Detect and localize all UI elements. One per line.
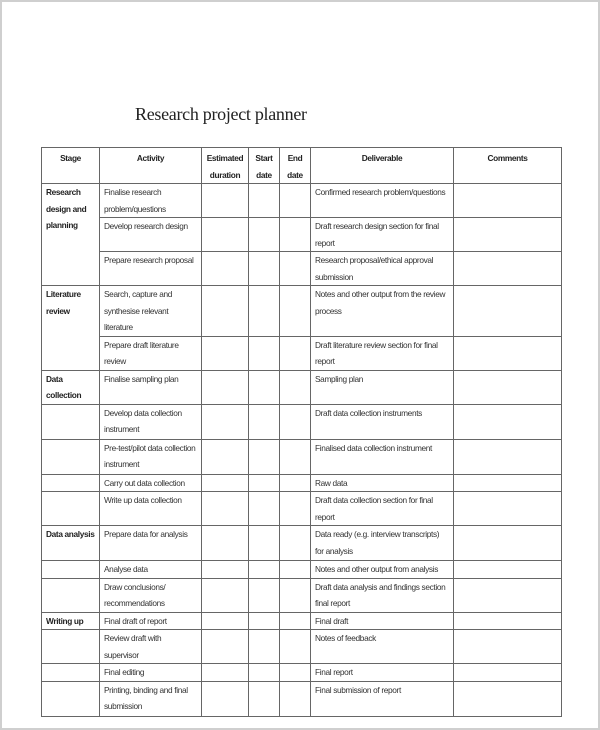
start-date-cell[interactable] bbox=[249, 630, 280, 664]
comments-cell[interactable] bbox=[454, 439, 562, 474]
table-row bbox=[42, 336, 562, 370]
start-date-cell[interactable] bbox=[249, 370, 280, 404]
comments-cell[interactable] bbox=[454, 578, 562, 612]
stage-cell bbox=[42, 474, 100, 492]
end-date-cell[interactable] bbox=[280, 630, 311, 664]
table-row bbox=[42, 561, 562, 579]
estimated-duration-cell[interactable] bbox=[202, 578, 249, 612]
comments-cell[interactable] bbox=[454, 218, 562, 252]
table-row bbox=[42, 526, 562, 561]
end-date-cell[interactable] bbox=[280, 439, 311, 474]
start-date-cell[interactable] bbox=[249, 404, 280, 439]
estimated-duration-cell[interactable] bbox=[202, 526, 249, 561]
comments-cell[interactable] bbox=[454, 526, 562, 561]
activity-cell: Finalise research problem/questions bbox=[100, 184, 202, 218]
comments-cell[interactable] bbox=[454, 630, 562, 664]
end-date-cell[interactable] bbox=[280, 664, 311, 682]
stage-cell bbox=[42, 439, 100, 474]
deliverable-cell: Notes and other output from the review process bbox=[311, 286, 454, 337]
table-row bbox=[42, 681, 562, 716]
table-row bbox=[42, 492, 562, 526]
header-end-date: End date bbox=[280, 148, 311, 184]
estimated-duration-cell[interactable] bbox=[202, 681, 249, 716]
table-row bbox=[42, 439, 562, 474]
stage-cell bbox=[42, 561, 100, 579]
research-planner-table bbox=[41, 147, 562, 717]
start-date-cell[interactable] bbox=[249, 252, 280, 286]
table-row bbox=[42, 612, 562, 630]
document-title: Research project planner bbox=[135, 104, 307, 124]
stage-cell bbox=[42, 578, 100, 612]
start-date-cell[interactable] bbox=[249, 439, 280, 474]
activity-cell: Prepare draft literature review bbox=[100, 336, 202, 370]
activity-cell: Final draft of report bbox=[100, 612, 202, 630]
end-date-cell[interactable] bbox=[280, 612, 311, 630]
end-date-cell[interactable] bbox=[280, 578, 311, 612]
end-date-cell[interactable] bbox=[280, 526, 311, 561]
activity-cell: Prepare data for analysis bbox=[100, 526, 202, 561]
stage-cell bbox=[42, 404, 100, 439]
end-date-cell[interactable] bbox=[280, 218, 311, 252]
activity-cell: Search, capture and synthesise relevant literature bbox=[100, 286, 202, 337]
stage-cell bbox=[42, 664, 100, 682]
comments-cell[interactable] bbox=[454, 336, 562, 370]
activity-cell: Review draft with supervisor bbox=[100, 630, 202, 664]
stage-cell: Research design and planning bbox=[42, 184, 100, 286]
deliverable-cell: Draft data collection section for final report bbox=[311, 492, 454, 526]
end-date-cell[interactable] bbox=[280, 474, 311, 492]
header-comments: Comments bbox=[454, 148, 562, 184]
activity-cell: Printing, binding and final submission bbox=[100, 681, 202, 716]
table-row bbox=[42, 630, 562, 664]
end-date-cell[interactable] bbox=[280, 370, 311, 404]
start-date-cell[interactable] bbox=[249, 492, 280, 526]
table-row bbox=[42, 474, 562, 492]
deliverable-cell: Final submission of report bbox=[311, 681, 454, 716]
deliverable-cell: Notes and other output from analysis bbox=[311, 561, 454, 579]
start-date-cell[interactable] bbox=[249, 612, 280, 630]
comments-cell[interactable] bbox=[454, 492, 562, 526]
activity-cell: Carry out data collection bbox=[100, 474, 202, 492]
end-date-cell[interactable] bbox=[280, 681, 311, 716]
table-row bbox=[42, 218, 562, 252]
activity-cell: Pre-test/pilot data collection instrument bbox=[100, 439, 202, 474]
end-date-cell[interactable] bbox=[280, 252, 311, 286]
deliverable-cell: Confirmed research problem/questions bbox=[311, 184, 454, 218]
table-row bbox=[42, 404, 562, 439]
deliverable-cell: Sampling plan bbox=[311, 370, 454, 404]
activity-cell: Develop research design bbox=[100, 218, 202, 252]
estimated-duration-cell[interactable] bbox=[202, 252, 249, 286]
start-date-cell[interactable] bbox=[249, 561, 280, 579]
start-date-cell[interactable] bbox=[249, 184, 280, 218]
deliverable-cell: Data ready (e.g. interview transcripts) for analysis bbox=[311, 526, 454, 561]
estimated-duration-cell[interactable] bbox=[202, 630, 249, 664]
start-date-cell[interactable] bbox=[249, 578, 280, 612]
start-date-cell[interactable] bbox=[249, 681, 280, 716]
end-date-cell[interactable] bbox=[280, 286, 311, 337]
header-stage: Stage bbox=[42, 148, 100, 184]
stage-cell bbox=[42, 630, 100, 664]
comments-cell[interactable] bbox=[454, 474, 562, 492]
comments-cell[interactable] bbox=[454, 612, 562, 630]
comments-cell[interactable] bbox=[454, 664, 562, 682]
end-date-cell[interactable] bbox=[280, 404, 311, 439]
comments-cell[interactable] bbox=[454, 252, 562, 286]
start-date-cell[interactable] bbox=[249, 286, 280, 337]
deliverable-cell: Research proposal/ethical approval submission bbox=[311, 252, 454, 286]
deliverable-cell: Raw data bbox=[311, 474, 454, 492]
header-activity: Activity bbox=[100, 148, 202, 184]
table-row bbox=[42, 184, 562, 218]
stage-cell bbox=[42, 492, 100, 526]
estimated-duration-cell[interactable] bbox=[202, 612, 249, 630]
header-estimated-duration: Estimated duration bbox=[202, 148, 249, 184]
estimated-duration-cell[interactable] bbox=[202, 474, 249, 492]
table-row bbox=[42, 252, 562, 286]
estimated-duration-cell[interactable] bbox=[202, 492, 249, 526]
stage-cell: Data analysis bbox=[42, 526, 100, 561]
estimated-duration-cell[interactable] bbox=[202, 664, 249, 682]
end-date-cell[interactable] bbox=[280, 492, 311, 526]
stage-cell: Literature review bbox=[42, 286, 100, 371]
estimated-duration-cell[interactable] bbox=[202, 404, 249, 439]
estimated-duration-cell[interactable] bbox=[202, 439, 249, 474]
deliverable-cell: Draft data analysis and findings section final report bbox=[311, 578, 454, 612]
estimated-duration-cell[interactable] bbox=[202, 370, 249, 404]
activity-cell: Final editing bbox=[100, 664, 202, 682]
deliverable-cell: Draft literature review section for final report bbox=[311, 336, 454, 370]
activity-cell: Draw conclusions/ recommendations bbox=[100, 578, 202, 612]
estimated-duration-cell[interactable] bbox=[202, 286, 249, 337]
deliverable-cell: Final draft bbox=[311, 612, 454, 630]
comments-cell[interactable] bbox=[454, 370, 562, 404]
start-date-cell[interactable] bbox=[249, 526, 280, 561]
comments-cell[interactable] bbox=[454, 184, 562, 218]
estimated-duration-cell[interactable] bbox=[202, 184, 249, 218]
activity-cell: Finalise sampling plan bbox=[100, 370, 202, 404]
start-date-cell[interactable] bbox=[249, 474, 280, 492]
deliverable-cell: Draft research design section for final report bbox=[311, 218, 454, 252]
start-date-cell[interactable] bbox=[249, 218, 280, 252]
estimated-duration-cell[interactable] bbox=[202, 336, 249, 370]
comments-cell[interactable] bbox=[454, 681, 562, 716]
stage-cell: Writing up bbox=[42, 612, 100, 630]
header-deliverable: Deliverable bbox=[311, 148, 454, 184]
estimated-duration-cell[interactable] bbox=[202, 561, 249, 579]
comments-cell[interactable] bbox=[454, 286, 562, 337]
end-date-cell[interactable] bbox=[280, 184, 311, 218]
stage-cell bbox=[42, 681, 100, 716]
comments-cell[interactable] bbox=[454, 561, 562, 579]
deliverable-cell: Draft data collection instruments bbox=[311, 404, 454, 439]
end-date-cell[interactable] bbox=[280, 561, 311, 579]
table-row bbox=[42, 370, 562, 404]
header-row bbox=[42, 148, 562, 184]
table-row bbox=[42, 286, 562, 337]
activity-cell: Prepare research proposal bbox=[100, 252, 202, 286]
deliverable-cell: Final report bbox=[311, 664, 454, 682]
deliverable-cell: Finalised data collection instrument bbox=[311, 439, 454, 474]
end-date-cell[interactable] bbox=[280, 336, 311, 370]
activity-cell: Develop data collection instrument bbox=[100, 404, 202, 439]
activity-cell: Analyse data bbox=[100, 561, 202, 579]
header-start-date: Start date bbox=[249, 148, 280, 184]
stage-cell: Data collection bbox=[42, 370, 100, 404]
estimated-duration-cell[interactable] bbox=[202, 218, 249, 252]
start-date-cell[interactable] bbox=[249, 336, 280, 370]
table-row bbox=[42, 664, 562, 682]
activity-cell: Write up data collection bbox=[100, 492, 202, 526]
deliverable-cell: Notes of feedback bbox=[311, 630, 454, 664]
comments-cell[interactable] bbox=[454, 404, 562, 439]
table-row bbox=[42, 578, 562, 612]
start-date-cell[interactable] bbox=[249, 664, 280, 682]
